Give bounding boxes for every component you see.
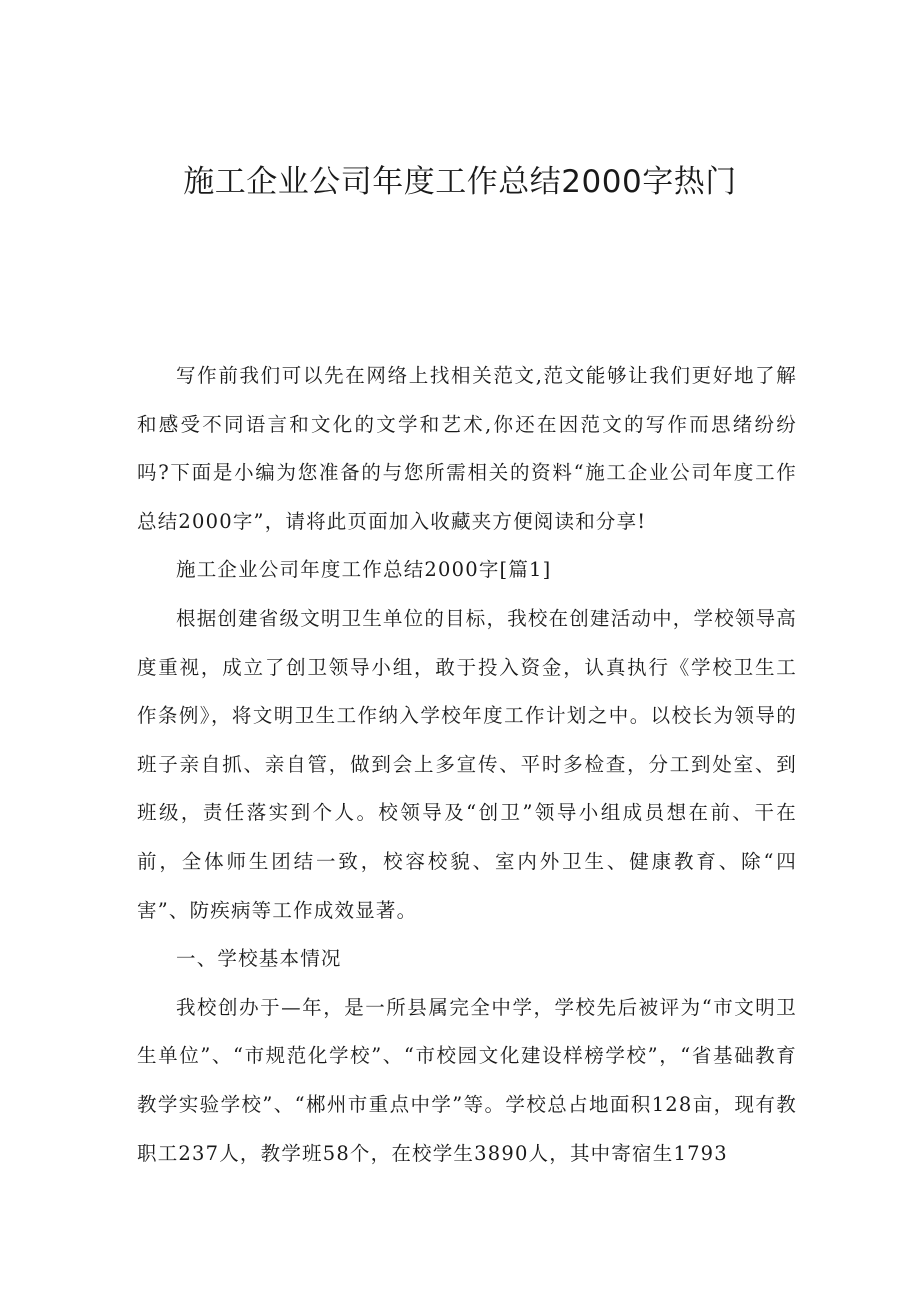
section-heading-basic-info: 一、学校基本情况	[176, 947, 342, 971]
body-paragraph: 根据创建省级文明卫生单位的目标，我校在创建活动中，学校领导高度重视，成立了创卫领导小组，敢于投入资金，认真执行《学校卫生工作条例》，将文明卫生工作纳入学校年度工作计划之中。以校长为领导的班子亲自抓、亲自管，做到会上多宣传、平时多检查，分工到处室、到班级，责任落实到个人。校领导及“创卫”领导小组成员想在前、干在前，全体师生团结一致，校容校貌、室内外卫生、健康教育、除“四害”、防疾病等工作成效显著。	[137, 606, 798, 922]
body-paragraph: 我校创办于—年，是一所县属完全中学，学校先后被评为“市文明卫生单位”、“市规范化学校”、“市校园文化建设样榜学校”，“省基础教育教学实验学校”、“郴州市重点中学”等。学校总占地面积128亩，现有教职工237人，教学班58个，在校学生3890人，其中寄宿生1793	[137, 995, 797, 1165]
document-title: 施工企业公司年度工作总结2000字热门	[183, 164, 737, 200]
document-body	[137, 352, 797, 1178]
section-heading-part-1: 施工企业公司年度工作总结2000字[篇1]	[176, 558, 552, 582]
intro-paragraph: 写作前我们可以先在网络上找相关范文,范文能够让我们更好地了解和感受不同语言和文化的文学和艺术,你还在因范文的写作而思绪纷纷吗?下面是小编为您准备的与您所需相关的资料“施工企业公司年度工作总结2000字”，请将此页面加入收藏夹方便阅读和分享!	[137, 364, 797, 533]
